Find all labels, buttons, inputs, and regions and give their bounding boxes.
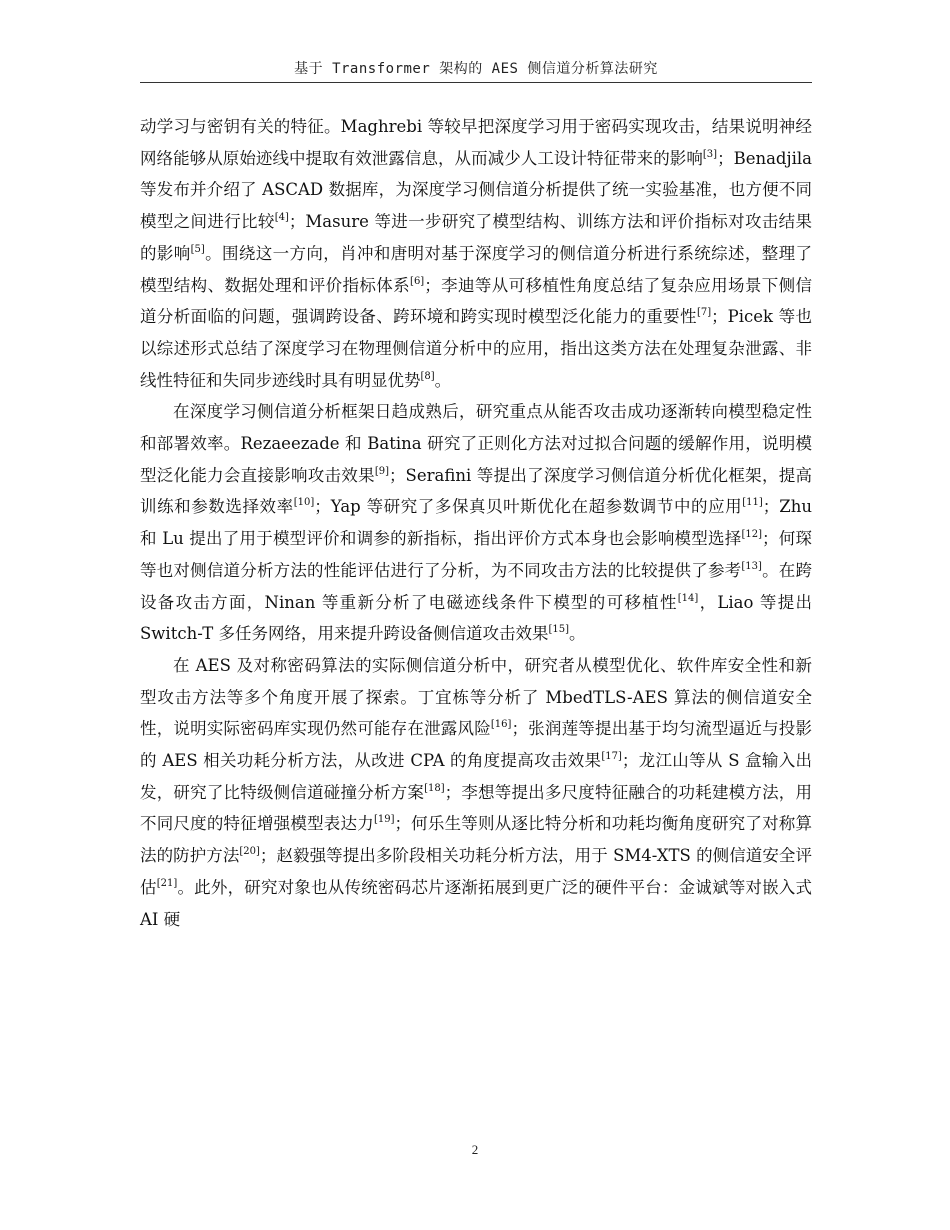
- page-number: 2: [471, 1142, 479, 1157]
- citation-ref: [4]: [274, 212, 289, 224]
- header-rule: [140, 82, 812, 83]
- paragraph-text: 动学习与密钥有关的特征。Maghrebi 等较早把深度学习用于密码实现攻击，结果说明神经网络能够从原始迹线中提取有效泄露信息，从而减少人工设计特征带来的影响: [140, 117, 812, 168]
- citation-ref: [5]: [190, 243, 205, 255]
- citation-ref: [16]: [490, 719, 512, 731]
- paragraph-text: 。在跨设备攻击方面，Ninan 等重新分析了电磁迹线条件下模型的可移植性: [140, 560, 813, 612]
- paragraph-text: ；张润莲等提出基于均匀流型逼近与投影的 AES 相关功耗分析方法，从改进 CPA 的角度提高攻击效果: [140, 719, 813, 771]
- citation-ref: [20]: [239, 846, 260, 858]
- paragraph-text: 。围绕这一方向，肖冲和唐明对基于深度学习的侧信道分析进行系统综述，整理了模型结构、数据处理和评价指标体系: [140, 243, 813, 295]
- citation-ref: [15]: [548, 624, 569, 636]
- citation-ref: [19]: [373, 814, 395, 826]
- paragraph-text: ；Serafini 等提出了深度学习侧信道分析优化框架，提高训练和参数选择效率: [140, 465, 813, 517]
- paragraph-text: ；何琛等也对侧信道分析方法的性能评估进行了分析，为不同攻击方法的比较提供了参考: [140, 529, 812, 580]
- citation-ref: [17]: [601, 751, 622, 763]
- paragraph-text: ，Liao 等提出 Switch-T 多任务网络，用来提升跨设备侧信道攻击效果: [140, 592, 812, 644]
- body-paragraph: [140, 111, 812, 396]
- citation-ref: [9]: [374, 465, 390, 477]
- paragraph-text: ；Yap 等研究了多保真贝叶斯优化在超参数调节中的应用: [314, 497, 743, 517]
- running-header: 基于 Transformer 架构的 AES 侧信道分析算法研究: [294, 61, 658, 77]
- citation-ref: [6]: [410, 275, 425, 287]
- paragraph-text: ；Masure 等进一步研究了模型结构、训练方法和评价指标对攻击结果的影响: [140, 212, 812, 263]
- citation-ref: [21]: [156, 877, 178, 889]
- paragraph-text: 。: [434, 370, 452, 390]
- body-paragraph: [140, 396, 812, 650]
- citation-ref: [18]: [424, 782, 445, 794]
- paragraph-text: ；赵毅强等提出多阶段相关功耗分析方法，用于 SM4-XTS 的侧信道安全评估: [140, 846, 813, 897]
- paragraph-text: 。: [568, 624, 586, 644]
- paragraph-text: ；Benadjila 等发布并介绍了 ASCAD 数据库，为深度学习侧信道分析提供了统一实验基准，也方便不同模型之间进行比较: [140, 148, 812, 232]
- citation-ref: [10]: [293, 497, 315, 509]
- paragraph-text: ；李想等提出多尺度特征融合的功耗建模方法，用不同尺度的特征增强模型表达力: [140, 782, 813, 834]
- paragraph-text: ；Zhu 和 Lu 提出了用于模型评价和调参的新指标，指出评价方式本身也会影响模型选择: [140, 497, 813, 549]
- body-text: [140, 111, 812, 935]
- paragraph-text: ；Picek 等也以综述形式总结了深度学习在物理侧信道分析中的应用，指出这类方法在处理复杂泄露、非线性特征和失同步迹线时具有明显优势: [140, 307, 812, 390]
- citation-ref: [11]: [742, 497, 763, 509]
- paragraph-text: ；何乐生等则从逐比特分析和功耗均衡角度研究了对称算法的防护方法: [140, 814, 813, 866]
- citation-ref: [7]: [696, 307, 712, 319]
- citation-ref: [13]: [741, 560, 762, 572]
- paragraph-text: ；龙江山等从 S 盒输入出发，研究了比特级侧信道碰撞分析方案: [140, 751, 812, 802]
- paragraph-text: ；李迪等从可移植性角度总结了复杂应用场景下侧信道分析面临的问题，强调跨设备、跨环境和跨实现时模型泛化能力的重要性: [140, 275, 813, 327]
- citation-ref: [8]: [420, 370, 435, 382]
- citation-ref: [14]: [677, 592, 699, 604]
- citation-ref: [3]: [702, 148, 718, 160]
- paragraph-text: 。此外，研究对象也从传统密码芯片逐渐拓展到更广泛的硬件平台：金诚斌等对嵌入式 AI 硬: [140, 877, 813, 929]
- paragraph-text: 在 AES 及对称密码算法的实际侧信道分析中，研究者从模型优化、软件库安全性和新型攻击方法等多个角度开展了探索。丁宜栋等分析了 MbedTLS-AES 算法的侧信道安全性，说明实际密码库实现仍然可能存在泄露风险: [140, 655, 812, 739]
- paragraph-text: 在深度学习侧信道分析框架日趋成熟后，研究重点从能否攻击成功逐渐转向模型稳定性和部署效率。Rezaeezade 和 Batina 研究了正则化方法对过拟合问题的缓解作用，说明模型泛化能力会直接影响攻击效果: [140, 402, 812, 485]
- body-paragraph: [140, 650, 812, 935]
- citation-ref: [12]: [741, 529, 763, 541]
